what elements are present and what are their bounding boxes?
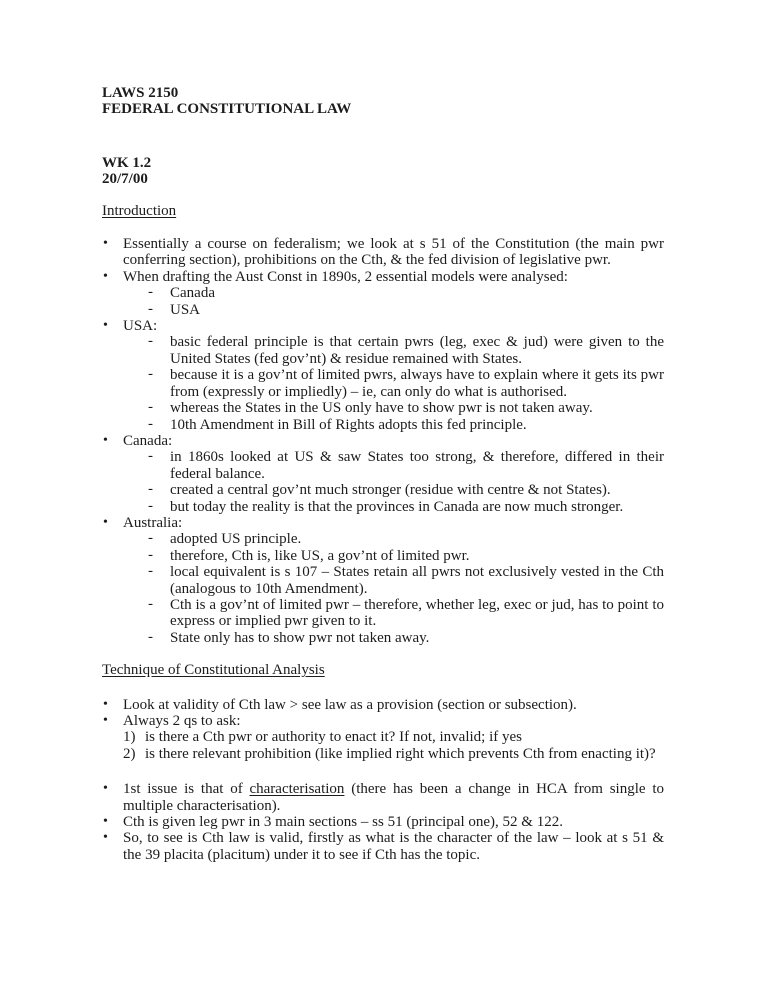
list-item-text: basic federal principle is that certain pwrs (leg, exec & jud) were given to the United States (fed gov’nt) & residue remained with States. — [170, 334, 664, 367]
list-item-text: but today the reality is that the provinces in Canada are now much stronger. — [170, 498, 624, 515]
list-item — [102, 269, 664, 285]
dash-icon: - — [148, 366, 153, 383]
section-heading-technique: Technique of Constitutional Analysis — [102, 662, 325, 679]
list-item — [102, 334, 664, 367]
bullet-icon: • — [103, 318, 108, 334]
list-item — [102, 417, 664, 433]
list-item-text: So, to see is Cth law is valid, firstly as what is the character of the law – look at s 51 & the 39 placita (placitum) under it to see if Cth has the topic. — [123, 830, 664, 863]
dash-icon: - — [148, 628, 153, 645]
list-item-text: Canada — [170, 285, 215, 302]
list-item-text — [123, 781, 664, 813]
list-item — [102, 400, 664, 416]
course-title: FEDERAL CONSTITUTIONAL LAW — [102, 101, 352, 118]
list-item — [102, 285, 664, 301]
list-item-text: Cth is a gov’nt of limited pwr – therefore, whether leg, exec or jud, has to point to express or implied pwr given to it. — [170, 596, 664, 630]
list-item-text: 10th Amendment in Bill of Rights adopts this fed principle. — [170, 416, 527, 433]
technique-list — [102, 697, 664, 864]
dash-icon: - — [148, 300, 153, 317]
bullet-icon: • — [103, 830, 108, 846]
course-code: LAWS 2150 — [102, 85, 179, 101]
week-label: WK 1.2 — [102, 154, 152, 171]
list-item — [102, 236, 664, 269]
dash-icon: - — [148, 563, 153, 580]
list-item-text: local equivalent is s 107 – States retain all pwrs not exclusively vested in the Cth (analogous to 10th Amendment). — [170, 564, 664, 597]
dash-icon: - — [148, 530, 153, 547]
list-item-text: whereas the States in the US only have to show pwr is not taken away. — [170, 400, 593, 417]
list-item — [102, 367, 664, 400]
text-segment: (there has been a change in HCA from single to multiple characterisation). — [123, 781, 664, 814]
dash-icon: - — [148, 546, 153, 563]
list-item — [102, 697, 664, 713]
list-item — [102, 630, 664, 646]
list-item-text: created a central gov’nt much stronger (residue with centre & not States). — [170, 482, 611, 499]
list-item — [102, 302, 664, 318]
list-item-text: USA — [170, 301, 201, 318]
list-item — [102, 449, 664, 482]
list-item-text: Cth is given leg pwr in 3 main sections – ss 51 (principal one), 52 & 122. — [123, 814, 563, 831]
list-item-text: Always 2 qs to ask: — [123, 713, 241, 729]
bullet-icon: • — [103, 432, 108, 448]
bullet-icon: • — [103, 514, 108, 530]
list-item-text: is there a Cth pwr or authority to enact it? If not, invalid; if yes — [145, 729, 522, 746]
list-item-text: When drafting the Aust Const in 1890s, 2 essential models were analysed: — [123, 268, 568, 285]
list-item — [102, 713, 664, 729]
bullet-icon: • — [103, 781, 108, 797]
dash-icon: - — [148, 415, 153, 432]
list-item-text: therefore, Cth is, like US, a gov’nt of limited pwr. — [170, 547, 470, 564]
list-item-text: Australia: — [123, 514, 183, 531]
list-item-text: in 1860s looked at US & saw States too strong, & therefore, differed in their federal balance. — [170, 449, 664, 482]
list-item — [102, 597, 664, 630]
list-item — [102, 482, 664, 498]
number-marker: 1) — [123, 729, 136, 746]
list-item-text: State only has to show pwr not taken away. — [170, 629, 430, 646]
list-item — [102, 729, 664, 745]
list-item-text: Essentially a course on federalism; we look at s 51 of the Constitution (the main pwr conferring section), prohibitions on the Cth, & the fed division of legislative pwr. — [123, 236, 664, 269]
dash-icon: - — [148, 399, 153, 416]
list-item — [102, 830, 664, 863]
dash-icon: - — [148, 481, 153, 498]
dash-icon: - — [148, 333, 153, 350]
date-label: 20/7/00 — [102, 171, 148, 188]
list-item — [102, 515, 664, 531]
list-item — [102, 814, 664, 830]
list-item-text: adopted US principle. — [170, 531, 302, 548]
list-item — [102, 531, 664, 547]
dash-icon: - — [148, 595, 153, 612]
bullet-icon: • — [103, 236, 108, 252]
list-item-text: Look at validity of Cth law > see law as a provision (section or subsection). — [123, 696, 577, 713]
underlined-term: characterisation — [249, 781, 345, 798]
bullet-icon: • — [103, 268, 108, 284]
list-item — [102, 781, 664, 814]
section-heading-introduction: Introduction — [102, 202, 177, 219]
list-item — [102, 564, 664, 597]
list-item — [102, 499, 664, 515]
dash-icon: - — [148, 497, 153, 514]
list-item-text: because it is a gov’nt of limited pwrs, always have to explain where it gets its pwr from (expressly or impliedly) – ie, can only do what is authorised. — [170, 367, 664, 400]
bullet-icon: • — [103, 696, 108, 712]
dash-icon: - — [148, 284, 153, 301]
list-item — [102, 433, 664, 449]
bullet-icon: • — [103, 814, 108, 830]
list-item — [102, 318, 664, 334]
list-item — [102, 548, 664, 564]
bullet-icon: • — [103, 713, 108, 728]
list-item-text: USA: — [123, 318, 158, 335]
number-marker: 2) — [123, 745, 136, 762]
list-item — [102, 746, 664, 762]
text-segment: 1st issue is that of — [123, 781, 250, 798]
introduction-list — [102, 236, 664, 646]
list-item-text: Canada: — [123, 432, 173, 449]
dash-icon: - — [148, 448, 153, 465]
list-item-text: is there relevant prohibition (like implied right which prevents Cth from enacting it)? — [145, 745, 656, 762]
